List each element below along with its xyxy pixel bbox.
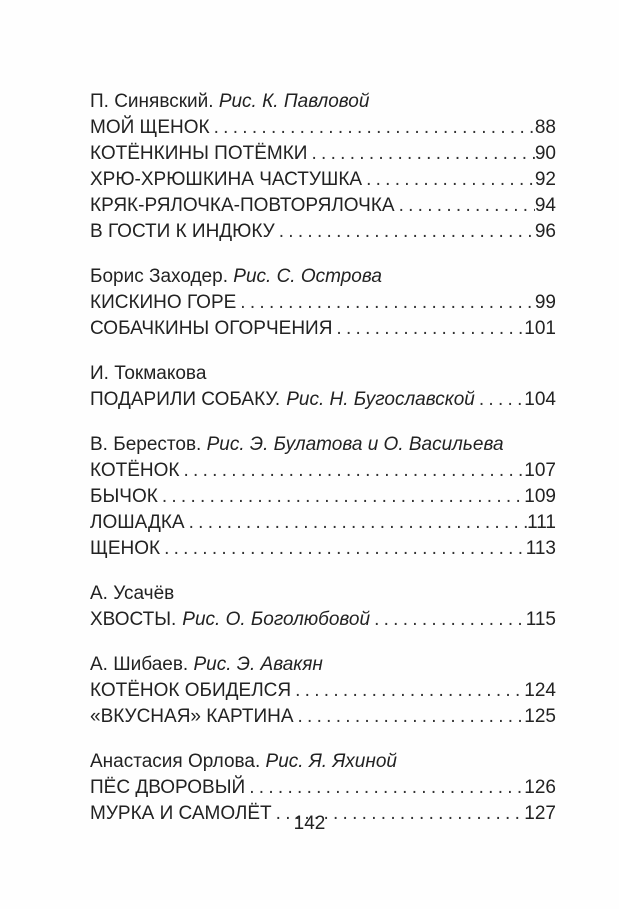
- entry-page: 99: [534, 292, 556, 313]
- toc-section: [90, 360, 556, 413]
- illustrator-credit: Рис. Э. Булатова и О. Васильева: [206, 434, 504, 455]
- dot-leader: [291, 678, 524, 704]
- entry-title: МОЙ ЩЕНОК: [90, 117, 210, 138]
- entry-page: 90: [534, 143, 556, 164]
- illustrator-credit: Рис. К. Павловой: [218, 91, 370, 112]
- entry-page: 109: [524, 486, 556, 507]
- entry-page: 125: [524, 706, 556, 727]
- dot-leader: [294, 704, 525, 730]
- toc-entry[interactable]: [90, 536, 556, 562]
- dot-leader: [332, 316, 524, 342]
- toc-section: [90, 580, 556, 633]
- entry-title: БЫЧОК: [90, 486, 158, 507]
- toc-entry[interactable]: [90, 167, 556, 193]
- dot-leader: [236, 290, 535, 316]
- dot-leader: [475, 387, 524, 413]
- toc-entry[interactable]: [90, 484, 556, 510]
- entry-title: КРЯК-РЯЛОЧКА-ПОВТОРЯЛОЧКА: [90, 195, 395, 216]
- entry-title: КОТЁНОК ОБИДЕЛСЯ: [90, 680, 292, 701]
- toc-entry[interactable]: [90, 510, 556, 536]
- entry-title: СОБАЧКИНЫ ОГОРЧЕНИЯ: [90, 318, 333, 339]
- toc-section: [90, 651, 556, 730]
- illustrator-credit: Рис. С. Острова: [233, 266, 382, 287]
- entry-page: 111: [527, 512, 556, 533]
- dot-leader: [370, 607, 526, 633]
- toc-entry[interactable]: [90, 115, 556, 141]
- dot-leader: [180, 458, 525, 484]
- dot-leader: [362, 167, 535, 193]
- toc-entry[interactable]: [90, 458, 556, 484]
- entry-title: КОТЁНКИНЫ ПОТЁМКИ: [90, 143, 308, 164]
- toc-entry[interactable]: [90, 704, 556, 730]
- entry-page: 124: [524, 680, 556, 701]
- entry-page: 92: [534, 169, 556, 190]
- entry-page: 127: [524, 803, 556, 824]
- toc-entry[interactable]: [90, 607, 556, 633]
- dot-leader: [158, 484, 524, 510]
- entry-title: КИСКИНО ГОРЕ: [90, 292, 237, 313]
- entry-title: ЛОШАДКА: [90, 512, 185, 533]
- illustrator-credit: Рис. Н. Бугославской: [286, 389, 475, 410]
- entry-title: ЩЕНОК: [90, 538, 161, 559]
- author-line: [90, 651, 556, 678]
- author-name: И. Токмакова: [90, 363, 207, 384]
- entry-page: 101: [524, 318, 556, 339]
- entry-title: МУРКА И САМОЛЁТ: [90, 803, 272, 824]
- entry-title: ХВОСТЫ.: [90, 609, 177, 630]
- toc-section: [90, 88, 556, 245]
- entry-title: ПЁС ДВОРОВЫЙ: [90, 777, 246, 798]
- toc-section: [90, 431, 556, 562]
- toc-entry[interactable]: [90, 193, 556, 219]
- author-name: Борис Заходер.: [90, 266, 228, 287]
- entry-title: ХРЮ-ХРЮШКИНА ЧАСТУШКА: [90, 169, 363, 190]
- entry-title: ПОДАРИЛИ СОБАКУ.: [90, 389, 281, 410]
- page-number: 142: [293, 813, 326, 834]
- toc-entry[interactable]: [90, 141, 556, 167]
- author-name: В. Берестов.: [90, 434, 202, 455]
- author-line: [90, 88, 556, 115]
- author-name: П. Синявский.: [90, 91, 214, 112]
- dot-leader: [275, 219, 535, 245]
- entry-title: КОТЁНОК: [90, 460, 180, 481]
- toc-entry[interactable]: [90, 219, 556, 245]
- author-line: [90, 263, 556, 290]
- entry-page: 126: [524, 777, 556, 798]
- author-name: Анастасия Орлова.: [90, 751, 261, 772]
- entry-page: 115: [525, 609, 556, 630]
- author-name: А. Шибаев.: [90, 654, 189, 675]
- author-name: А. Усачёв: [90, 583, 175, 604]
- dot-leader: [245, 775, 524, 801]
- illustrator-credit: Рис. О. Боголюбовой: [182, 609, 371, 630]
- toc-entry[interactable]: [90, 316, 556, 342]
- author-line: [90, 431, 556, 458]
- entry-page: 96: [534, 221, 556, 242]
- entry-title: «ВКУСНАЯ» КАРТИНА: [90, 706, 294, 727]
- dot-leader: [307, 141, 534, 167]
- entry-page: 107: [524, 460, 556, 481]
- entry-page: 88: [534, 117, 556, 138]
- illustrator-credit: Рис. Я. Яхиной: [265, 751, 397, 772]
- dot-leader: [160, 536, 526, 562]
- author-line: [90, 580, 556, 607]
- dot-leader: [210, 115, 535, 141]
- toc-entry[interactable]: [90, 678, 556, 704]
- illustrator-credit: Рис. Э. Авакян: [193, 654, 323, 675]
- toc-entry[interactable]: [90, 387, 556, 413]
- toc-entry[interactable]: [90, 775, 556, 801]
- author-line: [90, 360, 556, 387]
- dot-leader: [395, 193, 535, 219]
- dot-leader: [185, 510, 528, 536]
- entry-title: В ГОСТИ К ИНДЮКУ: [90, 221, 275, 242]
- entry-page: 113: [525, 538, 556, 559]
- toc-section: [90, 263, 556, 342]
- author-line: [90, 748, 556, 775]
- entry-page: 94: [534, 195, 556, 216]
- table-of-contents: [90, 88, 556, 845]
- toc-entry[interactable]: [90, 290, 556, 316]
- entry-page: 104: [524, 389, 556, 410]
